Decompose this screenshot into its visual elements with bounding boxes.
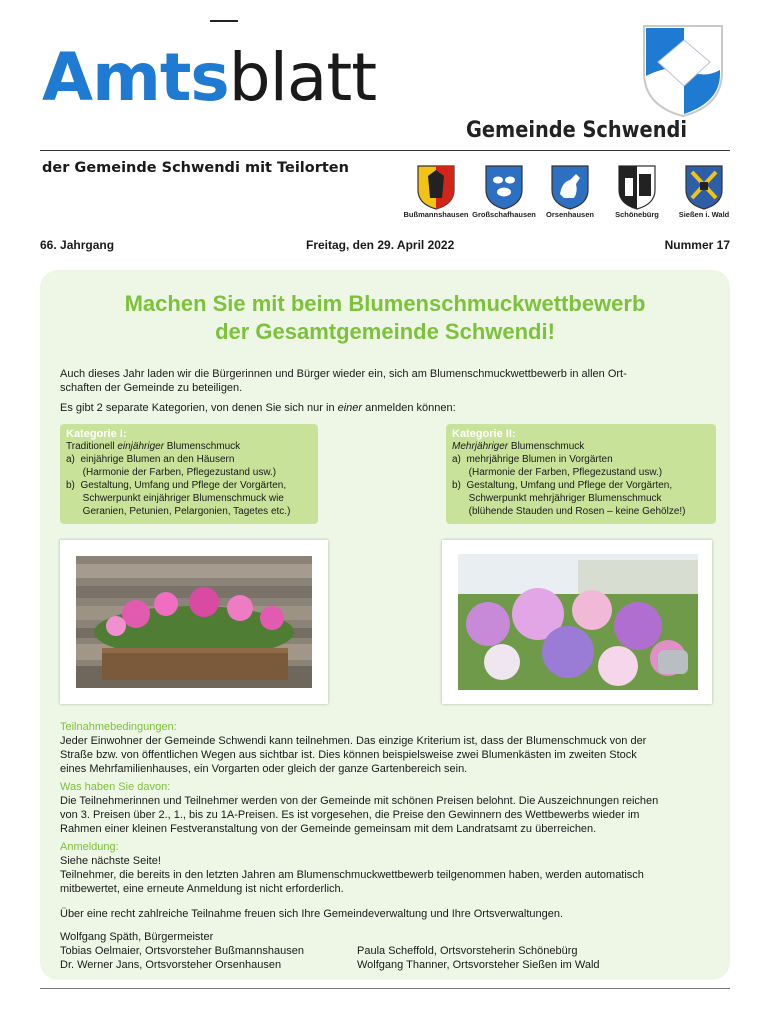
- flower-box-photo-frame: [60, 540, 328, 704]
- signatory: Wolfgang Späth, Bürgermeister: [60, 931, 214, 943]
- category-subtitle-emphasis: Mehrjähriger: [452, 441, 509, 452]
- category-2-line: (Harmonie der Farben, Pflegezustand usw.): [452, 467, 663, 478]
- categories-intro-emphasis: einer: [337, 402, 363, 414]
- intro-line: schaften der Gemeinde zu beteiligen.: [60, 382, 243, 394]
- category-1-line: Geranien, Petunien, Pelargonien, Tagetes etc.): [66, 506, 291, 517]
- footer-rule: [40, 988, 730, 989]
- village-label: Bußmannshausen: [403, 210, 469, 219]
- bussmannshausen-crest-icon: [416, 164, 456, 210]
- logo-part-blatt: blatt: [228, 39, 377, 116]
- section-line: Siehe nächste Seite!: [60, 855, 161, 867]
- headline-line: Machen Sie mit beim Blumenschmuckwettbewerb: [124, 291, 646, 316]
- category-2-line: a) mehrjährige Blumen in Vorgärten: [452, 454, 613, 465]
- flower-box-photo: [76, 556, 312, 688]
- category-1-title: Kategorie I:: [66, 428, 127, 440]
- grossschafhausen-crest-icon: [484, 164, 524, 210]
- signatories-right: [357, 944, 600, 972]
- signatory: Dr. Werner Jans, Ortsvorsteher Orsenhausen: [60, 959, 282, 971]
- category-subtitle-text: Blumenschmuck: [164, 441, 241, 452]
- section-line: Rahmen einer kleinen Festveranstaltung von der Gemeinde gemeinsam mit dem Landratsamt zu überreichen.: [60, 823, 597, 835]
- orsenhausen-crest-icon: [550, 164, 590, 210]
- section-heading: Anmeldung:: [60, 841, 119, 853]
- category-1-line: a) einjährige Blumen an den Häusern: [66, 454, 235, 465]
- section-line: Straße bzw. von öffentlichen Wegen aus sichtbar ist. Dies können beispielsweise zwei Blumenkästen im zweiten Stock: [60, 749, 637, 761]
- section-heading: Teilnahmebedingungen:: [60, 721, 177, 733]
- section-benefits: [60, 780, 728, 836]
- category-1-box: [60, 424, 318, 524]
- category-subtitle-text: Blumenschmuck: [508, 441, 585, 452]
- category-2-line: b) Gestaltung, Umfang und Pflege der Vorgärten,: [452, 480, 673, 491]
- village-label: Großschafhausen: [472, 210, 536, 219]
- village-label: Orsenhausen: [546, 210, 594, 219]
- signatory: Tobias Oelmaier, Ortsvorsteher Bußmannshausen: [60, 945, 304, 957]
- amtsblatt-logo: [42, 38, 376, 118]
- schoeneburg-crest-icon: [617, 164, 657, 210]
- category-1-subtitle: [66, 440, 290, 453]
- category-subtitle-text: Traditionell: [66, 441, 118, 452]
- siessen-crest-icon: [684, 164, 724, 210]
- header-rule: [40, 150, 730, 151]
- signatory: Paula Scheffold, Ortsvorsteherin Schönebürg: [357, 945, 578, 957]
- closing-text: Über eine recht zahlreiche Teilnahme freuen sich Ihre Gemeindeverwaltung und Ihre Ortsverwaltungen.: [60, 908, 564, 920]
- schwendi-coat-of-arms-icon: [640, 22, 726, 118]
- article-intro: [60, 367, 720, 395]
- category-2-subtitle: [452, 440, 686, 453]
- section-line: eines Mehrfamilienhauses, ein Vorgarten oder gleich der ganze Gartenbereich sein.: [60, 763, 468, 775]
- village-label: Schönebürg: [615, 210, 659, 219]
- article-headline: [60, 290, 710, 346]
- section-line: mitbewertet, eine erneute Anmeldung ist nicht erforderlich.: [60, 883, 344, 895]
- perennial-garden-photo: [458, 554, 698, 690]
- publication-subtitle: der Gemeinde Schwendi mit Teilorten: [42, 160, 349, 176]
- category-2-title: Kategorie II:: [452, 428, 516, 440]
- masthead-dash: [210, 20, 238, 22]
- headline-line: der Gesamtgemeinde Schwendi!: [215, 319, 555, 344]
- category-1-line: b) Gestaltung, Umfang und Pflege der Vorgärten,: [66, 480, 287, 491]
- logo-part-amts: Amts: [42, 39, 229, 116]
- section-line: Jeder Einwohner der Gemeinde Schwendi kann teilnehmen. Das einzige Kriterium ist, dass der Blumenschmuck von der: [60, 735, 647, 747]
- section-registration: [60, 840, 728, 896]
- category-2-box: [446, 424, 716, 524]
- section-line: Die Teilnehmerinnen und Teilnehmer werden von der Gemeinde mit schönen Preisen belohnt. Die Auszeichnungen reichen: [60, 795, 659, 807]
- category-1-line: (Harmonie der Farben, Pflegezustand usw.): [66, 467, 277, 478]
- village-label: Sießen i. Wald: [678, 210, 730, 219]
- section-line: Teilnehmer, die bereits in den letzten Jahren am Blumenschmuckwettbewerb teilgenommen haben, werden automatisch: [60, 869, 644, 881]
- category-2-line: (blühende Stauden und Rosen – keine Gehölze!): [452, 506, 686, 517]
- categories-intro-text: Es gibt 2 separate Kategorien, von denen Sie sich nur in: [60, 402, 338, 414]
- signatories-left: [60, 930, 304, 972]
- issue-date: Freitag, den 29. April 2022: [306, 238, 455, 252]
- categories-intro-text: anmelden können:: [362, 402, 456, 414]
- category-2-line: Schwerpunkt mehrjähriger Blumenschmuck: [452, 493, 662, 504]
- garden-photo-frame: [442, 540, 712, 704]
- intro-line: Auch dieses Jahr laden wir die Bürgerinnen und Bürger wieder ein, sich am Blumenschmuckwettbewerb in allen Ort-: [60, 368, 627, 380]
- category-subtitle-emphasis: einjähriger: [117, 441, 165, 452]
- signatory: Wolfgang Thanner, Ortsvorsteher Sießen im Wald: [357, 959, 600, 971]
- section-heading: Was haben Sie davon:: [60, 781, 171, 793]
- section-line: von 3. Preisen über 2., 1., bis zu 1A-Preisen. Es ist vorgesehen, die Preise den Gewinnern des Wettbewerbs wieder im: [60, 809, 640, 821]
- municipality-title: Gemeinde Schwendi: [466, 118, 687, 143]
- issue-number: Nummer 17: [664, 238, 730, 252]
- section-conditions: [60, 720, 728, 776]
- categories-intro: [60, 401, 456, 415]
- issue-volume: 66. Jahrgang: [40, 238, 115, 252]
- category-1-line: Schwerpunkt einjähriger Blumenschmuck wie: [66, 493, 284, 504]
